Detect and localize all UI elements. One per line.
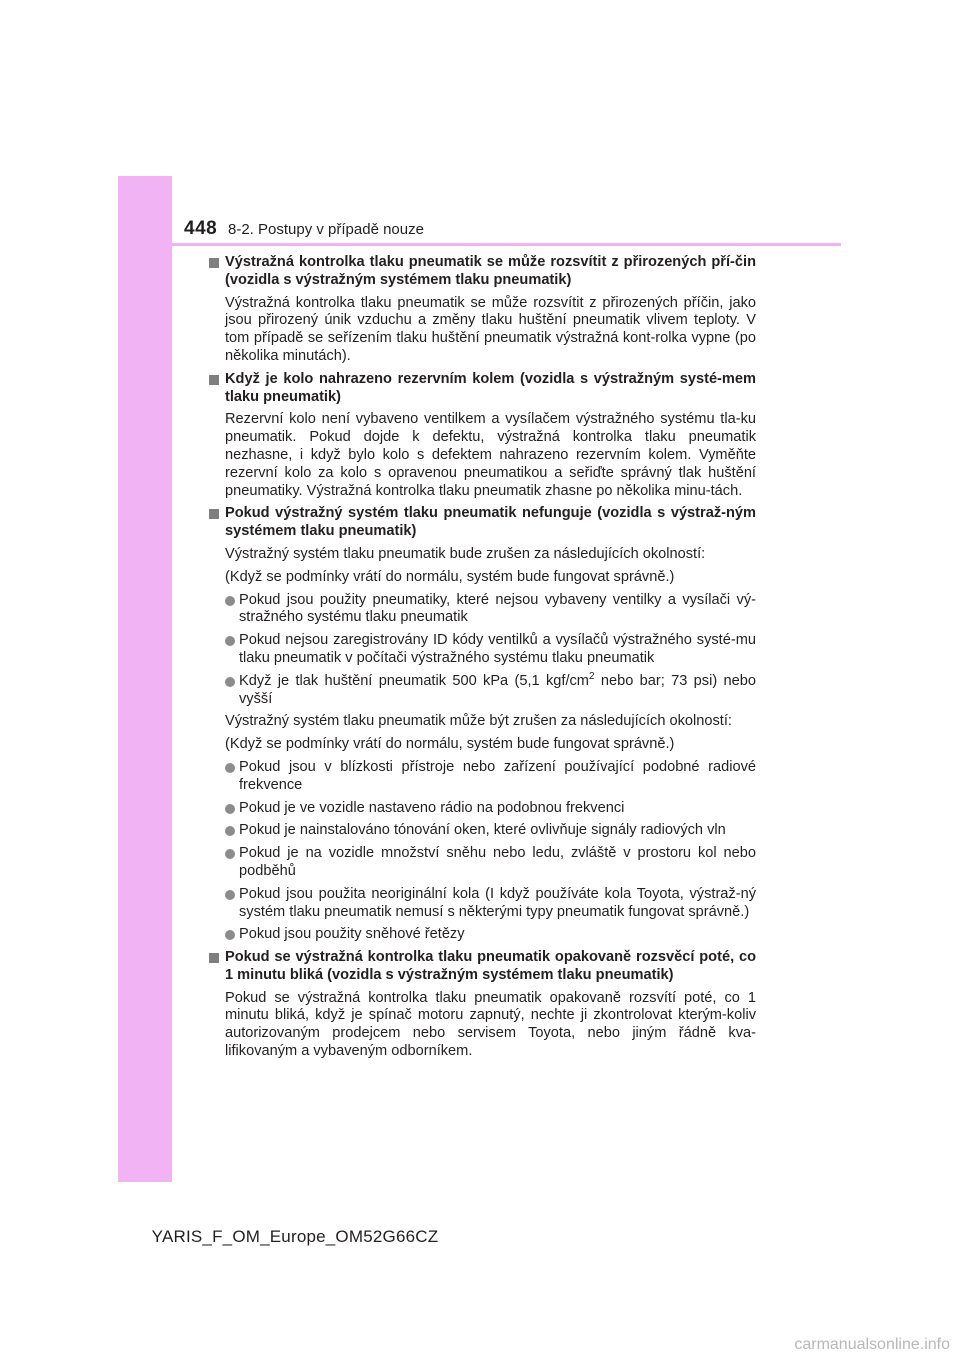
paragraph: Pokud se výstražná kontrolka tlaku pneumatik opakovaně rozsvítí poté, co 1 minutu bliká, když je spínač motoru zapnutý, nechte ji zkontrolovat kterým-koliv autorizovaným prodejcem nebo servisem Toyota, nebo jiným řádně kva-lifikovaným a vybaveným odborníkem. bbox=[225, 989, 756, 1060]
list-item bbox=[209, 592, 756, 628]
circle-bullet-icon bbox=[225, 677, 235, 687]
section-heading bbox=[209, 254, 756, 290]
list-item-text: Pokud jsou použity sněhové řetězy bbox=[239, 926, 465, 943]
heading-text: Pokud výstražný systém tlaku pneumatik nefunguje (vozidla s výstraž-ným systémem tlaku pneumatik) bbox=[225, 505, 756, 540]
paragraph: Výstražná kontrolka tlaku pneumatik se může rozsvítit z přirozených příčin, jako jsou přirozený únik vzduchu a změny tlaku huštění pneumatik vlivem teploty. V tom případě se seřízením tlaku huštění pneumatik výstražná kont-rolka vypne (po několika minutách). bbox=[225, 294, 756, 364]
list-item bbox=[209, 845, 756, 881]
list-item bbox=[209, 800, 756, 818]
page-number: 448 bbox=[184, 218, 218, 239]
page-content bbox=[209, 254, 756, 1066]
watermark: carmanualsonline.info bbox=[794, 1336, 950, 1353]
circle-bullet-icon bbox=[225, 930, 235, 940]
list-item-text: Pokud je nainstalováno tónování oken, které ovlivňuje signály radiových vln bbox=[239, 822, 726, 839]
list-item-text: Pokud je ve vozidle nastaveno rádio na podobnou frekvenci bbox=[239, 799, 625, 816]
list-item bbox=[209, 822, 756, 840]
circle-bullet-icon bbox=[225, 763, 235, 773]
chapter-title: 8-2. Postupy v případě nouze bbox=[228, 221, 424, 238]
list-item-text: Pokud nejsou zaregistrovány ID kódy ventilků a vysílačů výstražného systé-mu tlaku pneumatik v počítači výstražného systému tlaku pneumatik bbox=[239, 632, 756, 666]
heading-text: Když je kolo nahrazeno rezervním kolem (vozidla s výstražným systé-mem tlaku pneumatik) bbox=[225, 370, 756, 405]
square-bullet-icon bbox=[209, 953, 219, 963]
paragraph-note: (Když se podmínky vrátí do normálu, systém bude fungovat správně.) bbox=[225, 736, 675, 753]
list-item bbox=[209, 632, 756, 668]
square-bullet-icon bbox=[209, 258, 219, 268]
section-system-not-working bbox=[209, 505, 756, 944]
list-item-text: Pokud jsou použita neoriginální kola (I když používáte kola Toyota, výstraž-ný systém tlaku pneumatik nemusí s některými typy pneumatik fungovat správně.) bbox=[239, 885, 756, 920]
circle-bullet-icon bbox=[225, 890, 235, 900]
circle-bullet-icon bbox=[225, 804, 235, 814]
list-item-text: Pokud jsou v blízkosti přístroje nebo zařízení používající podobné radiové frekvence bbox=[239, 758, 756, 793]
section-heading bbox=[209, 949, 756, 985]
circle-bullet-icon bbox=[225, 596, 235, 606]
list-item bbox=[209, 926, 756, 944]
section-heading bbox=[209, 505, 756, 541]
list-item-text: Pokud je na vozidle množství sněhu nebo ledu, zvláště v prostoru kol nebo podběhů bbox=[239, 845, 756, 879]
paragraph: Rezervní kolo není vybaveno ventilkem a vysílačem výstražného systému tla-ku pneumatik. Pokud dojde k defektu, výstražná kontrolka tlaku pneumatik nezhasne, i když bylo kolo s defektem nahrazeno rezervním kolem. Vyměňte rezervní kolo za kolo s opravenou pneumatikou a seřiďte správný tlak huštění pneumatiky. Výstražná kontrolka tlaku pneumatik zhasne po několika minu-tách. bbox=[225, 411, 756, 499]
pressure-text-after: nebo bar; 73 psi) nebo vyšší bbox=[239, 672, 756, 707]
paragraph-note: (Když se podmínky vrátí do normálu, systém bude fungovat správně.) bbox=[225, 568, 675, 585]
section-repeated-blinking bbox=[209, 949, 756, 1061]
circle-bullet-icon bbox=[225, 849, 235, 859]
square-bullet-icon bbox=[209, 509, 219, 519]
circle-bullet-icon bbox=[225, 826, 235, 836]
section-heading bbox=[209, 371, 756, 407]
square-bullet-icon bbox=[209, 375, 219, 385]
pressure-text-before: Když je tlak huštění pneumatik 500 kPa (5,1 kgf/cm bbox=[239, 672, 589, 689]
side-tab-band bbox=[118, 176, 172, 1182]
paragraph: Výstražný systém tlaku pneumatik bude zrušen za následujících okolností: bbox=[225, 545, 706, 562]
circle-bullet-icon bbox=[225, 636, 235, 646]
header-divider bbox=[172, 243, 841, 246]
list-item-text: Pokud jsou použity pneumatiky, které nejsou vybaveny ventilky a vysílači vý-stražného systému tlaku pneumatik bbox=[239, 591, 756, 626]
document-code-footer: YARIS_F_OM_Europe_OM52G66CZ bbox=[151, 1227, 439, 1246]
heading-text: Výstražná kontrolka tlaku pneumatik se může rozsvítit z přirozených pří-čin (vozidla s výstražným systémem tlaku pneumatik) bbox=[225, 254, 756, 288]
list-item bbox=[209, 670, 756, 709]
section-natural-causes bbox=[209, 254, 756, 366]
paragraph: Výstražný systém tlaku pneumatik může být zrušen za následujících okolností: bbox=[225, 713, 732, 730]
list-item-text bbox=[239, 670, 756, 707]
superscript: 2 bbox=[588, 670, 595, 682]
list-item bbox=[209, 886, 756, 922]
section-spare-wheel bbox=[209, 371, 756, 501]
list-item bbox=[209, 759, 756, 795]
heading-text: Pokud se výstražná kontrolka tlaku pneumatik opakovaně rozsvěcí poté, co 1 minutu bliká (vozidla s výstražným systémem tlaku pneumatik) bbox=[225, 949, 756, 983]
